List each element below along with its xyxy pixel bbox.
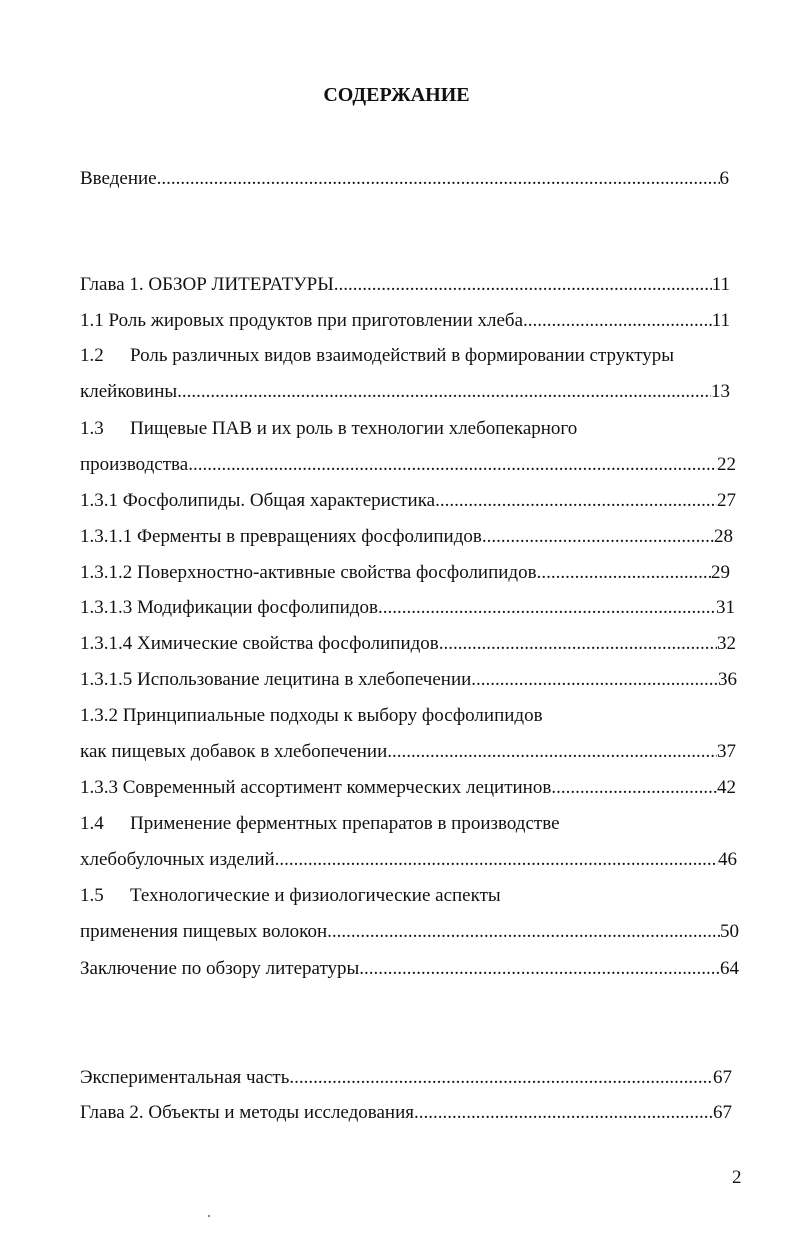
toc-entry-label: Глава 1. ОБЗОР ЛИТЕРАТУРЫ bbox=[80, 274, 334, 295]
toc-entry-page: 28 bbox=[714, 526, 733, 547]
toc-entry-label: Технологические и физиологические аспекты bbox=[130, 885, 501, 906]
toc-entry-page: 37 bbox=[717, 741, 736, 762]
toc-entry-page: 11 bbox=[711, 274, 730, 295]
toc-entry-1-4-heading[interactable] bbox=[80, 812, 560, 836]
toc-entry-1-3-heading[interactable] bbox=[80, 417, 577, 441]
toc-entry-label: клейковины bbox=[80, 381, 178, 402]
toc-entry-page: 42 bbox=[717, 777, 736, 798]
toc-entry-1-3-2[interactable] bbox=[80, 740, 736, 764]
toc-entry-1-3-1-4[interactable] bbox=[80, 632, 736, 656]
toc-entry-chapter-2[interactable] bbox=[80, 1101, 732, 1125]
toc-entry-label: производства bbox=[80, 454, 189, 475]
toc-entry-1-4[interactable] bbox=[80, 848, 737, 872]
toc-entry-1-3-1-5[interactable] bbox=[80, 668, 737, 692]
toc-entry-number: 1.4 bbox=[80, 813, 104, 834]
toc-entry-label: 1.3.1.4 Химические свойства фосфолипидов bbox=[80, 633, 439, 654]
toc-entry-page: 67 bbox=[713, 1102, 732, 1123]
toc-entry-experimental-part[interactable] bbox=[80, 1066, 732, 1090]
toc-entry-page: 27 bbox=[717, 490, 736, 511]
toc-entry-label: 1.3.1.3 Модификации фосфолипидов bbox=[80, 597, 378, 618]
toc-entry-label: Введение bbox=[80, 168, 157, 189]
toc-entry-number: 1.5 bbox=[80, 885, 104, 906]
page-number: 2 bbox=[732, 1167, 742, 1188]
toc-entry-label: Экспериментальная часть bbox=[80, 1067, 290, 1088]
toc-entry-page: 29 bbox=[711, 562, 730, 583]
toc-entry-1-2-heading[interactable] bbox=[80, 344, 674, 368]
toc-entry-label: Роль различных видов взаимодействий в формировании структуры bbox=[130, 345, 675, 366]
toc-entry-label: 1.3.1.5 Использование лецитина в хлебопечении bbox=[80, 669, 472, 690]
toc-entry-page: 67 bbox=[713, 1067, 732, 1088]
toc-entry-number: 1.3 bbox=[80, 418, 104, 439]
toc-entry-label: хлебобулочных изделий bbox=[80, 849, 275, 870]
toc-entry-page: 31 bbox=[716, 597, 735, 618]
page-title: СОДЕРЖАНИЕ bbox=[323, 84, 470, 106]
toc-entry-label: Пищевые ПАВ и их роль в технологии хлебопекарного bbox=[130, 418, 578, 439]
toc-entry-label: Глава 2. Объекты и методы исследования bbox=[80, 1102, 415, 1123]
toc-entry-label: Заключение по обзору литературы bbox=[80, 958, 360, 979]
toc-entry-number: 1.2 bbox=[80, 345, 104, 366]
scan-speck bbox=[208, 1215, 210, 1217]
toc-entry-label: 1.3.1.2 Поверхностно-активные свойства фосфолипидов bbox=[80, 562, 537, 583]
toc-entry-1-3-1[interactable] bbox=[80, 489, 736, 513]
toc-entry-page: 6 bbox=[719, 168, 729, 189]
toc-entry-1-5-heading[interactable] bbox=[80, 884, 501, 908]
toc-entry-introduction[interactable] bbox=[80, 167, 729, 191]
toc-entry-page: 11 bbox=[711, 310, 730, 331]
toc-entry-1-5[interactable] bbox=[80, 920, 739, 944]
toc-entry-page: 50 bbox=[720, 921, 739, 942]
toc-entry-label: 1.3.3 Современный ассортимент коммерческих лецитинов bbox=[80, 777, 552, 798]
toc-entry-page: 64 bbox=[720, 958, 739, 979]
toc-entry-page: 22 bbox=[717, 454, 736, 475]
toc-entry-label: 1.3.1 Фосфолипиды. Общая характеристика bbox=[80, 490, 436, 511]
toc-entry-page: 36 bbox=[718, 669, 737, 690]
toc-entry-1-3-1-1[interactable] bbox=[80, 525, 733, 549]
toc-entry-label: применения пищевых волокон bbox=[80, 921, 328, 942]
toc-entry-1-2[interactable] bbox=[80, 380, 730, 404]
toc-entry-1-3-2-heading[interactable] bbox=[80, 704, 543, 728]
toc-entry-label: как пищевых добавок в хлебопечении bbox=[80, 741, 388, 762]
toc-entry-label: 1.3.2 Принципиальные подходы к выбору фосфолипидов bbox=[80, 705, 543, 726]
toc-entry-label: 1.3.1.1 Ферменты в превращениях фосфолипидов bbox=[80, 526, 482, 547]
toc-entry-chapter-1[interactable] bbox=[80, 273, 730, 297]
toc-entry-1-1[interactable] bbox=[80, 309, 730, 333]
toc-entry-1-3[interactable] bbox=[80, 453, 736, 477]
toc-entry-1-3-1-3[interactable] bbox=[80, 596, 735, 620]
toc-entry-1-3-3[interactable] bbox=[80, 776, 736, 800]
toc-entry-page: 32 bbox=[717, 633, 736, 654]
toc-entry-review-conclusion[interactable] bbox=[80, 957, 739, 981]
toc-entry-page: 46 bbox=[718, 849, 737, 870]
toc-entry-label: 1.1 Роль жировых продуктов при приготовлении хлеба bbox=[80, 310, 524, 331]
toc-entry-label: Применение ферментных препаратов в производстве bbox=[130, 813, 560, 834]
toc-entry-page: 13 bbox=[711, 381, 730, 402]
toc-entry-1-3-1-2[interactable] bbox=[80, 561, 730, 585]
